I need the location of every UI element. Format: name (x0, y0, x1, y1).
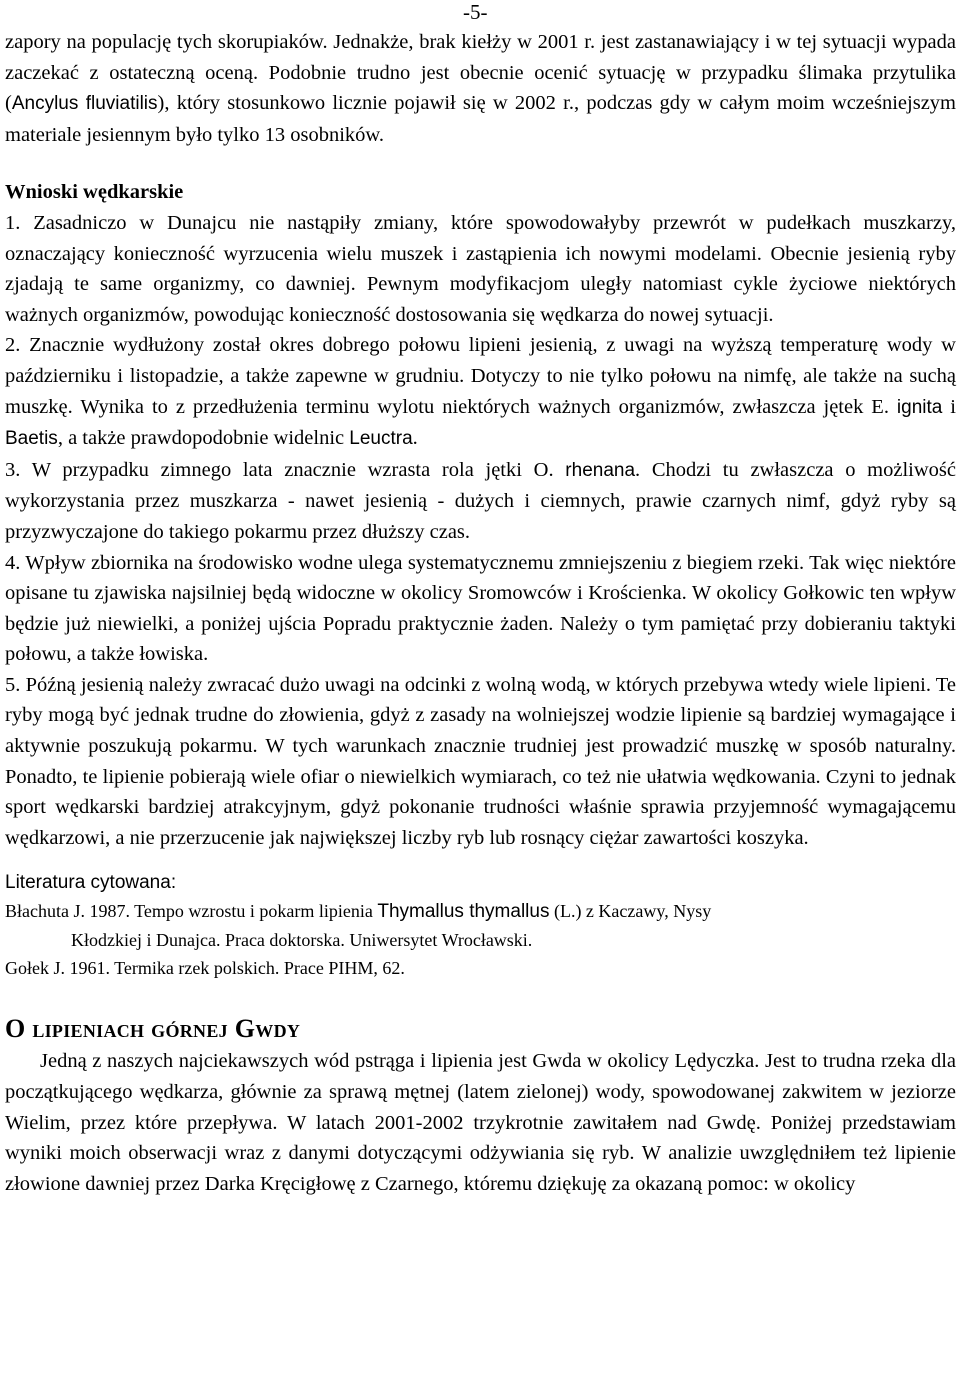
species-name: ignita (896, 396, 943, 418)
ref1-text-c: Kłodzkiej i Dunajca. Praca doktorska. Uniwersytet Wrocławski. (71, 930, 533, 951)
reference-2: Gołek J. 1961. Termika rzek polskich. Prace PIHM, 62. (5, 958, 405, 979)
species-name: Ancylus fluviatilis (11, 93, 158, 115)
species-name: Baetis (5, 428, 58, 450)
conclusion-item-2 (5, 330, 956, 454)
conclusion-item-5: 5. Późną jesienią należy zwracać dużo uwagi na odcinki z wolną wodą, w których przebywa wtedy wiele lipieni. Te ryby mogą być jednak trudne do złowienia, gdyż z zasady na wolniejszej wodzie lipienie są bardziej wymagające i aktywnie poszukują pokarmu. W tych warunkach znacznie trudniej jest prowadzić muszkę w sposób naturalny. Ponadto, te lipienie pobierają wiele ofiar o niewielkich wymiarach, co też nie ułatwia wędkowania. Czyni to jednak sport wędkarski bardziej atrakcyjnym, gdyż pokonanie trudności właśnie sprawia przyjemność wymagającemu wędkarzowi, a nie przerzucenie jak największej liczby ryb lub rosnący ciężar zawartości koszyka. (5, 673, 956, 849)
section-title: O lipieniach górnej Gwdy (5, 1014, 301, 1044)
item2-text-mid: i (942, 395, 956, 418)
ref1-text-a: Błachuta J. 1987. Tempo wzrostu i pokarm lipienia (5, 901, 378, 922)
item2-text-a: 2. Znacznie wydłużony został okres dobrego połowu lipieni jesienią, z uwagi na wyższą temperaturę wody w październiku i listopadzie, a także zapewne w grudniu. Dotyczy to nie tylko połowu na nimfę, ale także na suchą muszkę. Wynika to z przedłużenia terminu wylotu niektórych ważnych organizmów, zwłaszcza jętek E. (5, 334, 956, 418)
literature-title: Literatura cytowana: (5, 872, 177, 894)
conclusion-item-1: 1. Zasadniczo w Dunajcu nie nastąpiły zmiany, które spowodowałyby przewrót w pudełkach muszkarzy, oznaczający konieczność wyrzucenia wielu muszek i zastąpienia ich nowymi modelami. Obecnie jesienią ryby zjadają te same organizmy, co dawniej. Pewnym modyfikacjom uległy natomiast cykle życiowe niektórych ważnych organizmów, powodując konieczność dostosowania się wędkarza do nowej sytuacji. (5, 211, 956, 326)
species-name: rhenana (565, 459, 636, 481)
item3-text-b: . Chodzi tu zwłaszcza o możliwość wykorzystania przez muszkarza - nawet jesienią - dużych i ciemnych, prawie czarnych nimf, gdyż ryby są przyzwyczajone do takiego pokarmu przez dłuższy czas. (5, 458, 956, 543)
item2-text-end: . (412, 427, 418, 450)
species-name: Leuctra (349, 428, 413, 450)
conclusion-item-3 (5, 455, 956, 548)
item2-text-b: , a także prawdopodobnie widelnic (57, 427, 350, 450)
conclusions-heading: Wnioski wędkarskie (5, 181, 184, 204)
intro-text-a: zapory na populację tych skorupiaków. Jednakże, brak kiełży w 2001 r. jest zastanawiający i w tej sytuacji wypada zaczekać z ostateczną oceną. Podobnie trudno jest obecnie ocenić sytuację w przypadku ślimaka przytulika ( (5, 31, 956, 115)
species-name: Thymallus thymallus (377, 901, 550, 923)
intro-paragraph (5, 27, 956, 150)
ref1-text-b: (L.) z Kaczawy, Nysy (549, 901, 712, 922)
section-paragraph: Jedną z naszych najciekawszych wód pstrąga i lipienia jest Gwda w okolicy Lędyczka. Jest to trudna rzeka dla początkującego wędkarza, głównie za sprawą mętnej (latem zielonej) wody, spowodowanej zakwitem w jeziorze Wielim, przez które przepływa. W latach 2001-2002 trzykrotnie zawitałem nad Gwdę. Poniżej przedstawiam wyniki moich obserwacji wraz z danymi dotyczącymi odżywiania się ryb. W analizie uwzględniłem też lipienie złowione dawniej przez Darka Kręcigłowę z Czarnego, któremu dziękuję za okazaną pomoc: w okolicy (5, 1050, 956, 1195)
intro-text-b: ), który stosunkowo licznie pojawił się w 2002 r., podczas gdy w całym moim wcześniejszym materiale jesiennym było tylko 13 osobników. (5, 92, 956, 146)
reference-1 (5, 897, 956, 954)
page-number: -5- (463, 0, 488, 24)
item3-text-a: 3. W przypadku zimnego lata znacznie wzrasta rola jętki O. (5, 458, 566, 481)
document-body (5, 27, 956, 1199)
conclusion-item-4: 4. Wpływ zbiornika na środowisko wodne ulega systematycznemu zmniejszeniu z biegiem rzeki. Tak więc niektóre opisane tu zjawiska najsilniej będą widoczne w okolicy Sromowców i Krościenka. W okolicy Gołkowic ten wpływ będzie już niewielki, a poniżej ujścia Popradu praktycznie żaden. Należy o tym pamiętać przy dobieraniu taktyki połowu, a także łowiska. (5, 551, 956, 666)
